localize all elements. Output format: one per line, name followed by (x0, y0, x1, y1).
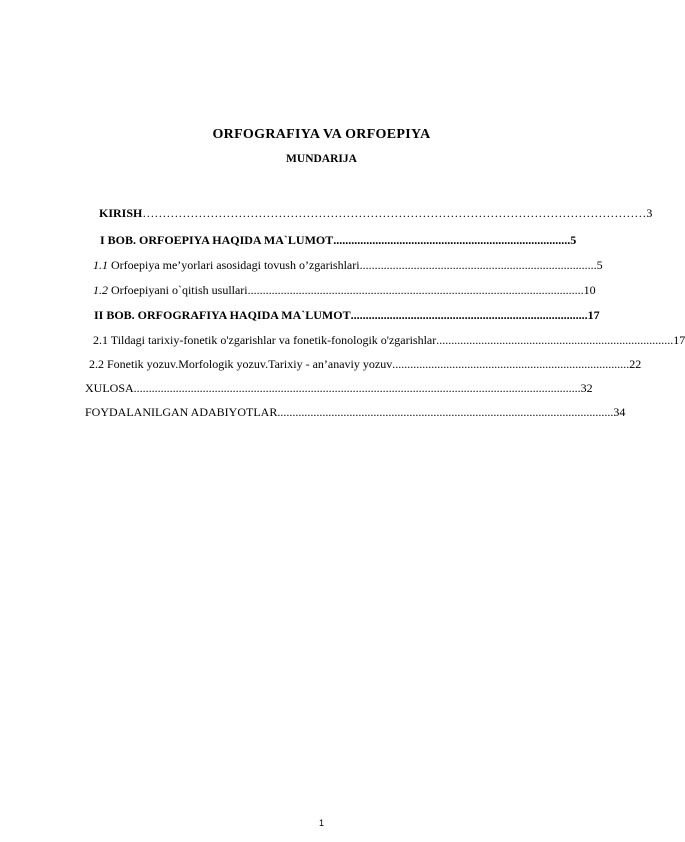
toc-entry-number: 1.1 (93, 258, 108, 272)
toc-entry-section-1-1 (93, 258, 603, 273)
page-number: 1 (318, 818, 324, 828)
toc-entry-page: 17 (587, 308, 600, 322)
toc-entry-page: 10 (583, 283, 596, 297)
toc-entry-leader: ............................................................................... (359, 258, 597, 272)
toc-entry-label: KIRISH (99, 206, 143, 220)
toc-entry-bibliography (85, 405, 626, 420)
toc-entry-page: 5 (596, 258, 603, 272)
toc-entry-section-1-2 (93, 283, 596, 298)
toc-entry-label: FOYDALANILGAN ADABIYOTLAR (85, 405, 278, 419)
toc-entry-label: 2.2 Fonetik yozuv.Morfologik yozuv.Tarixiy - an’anaviy yozuv (89, 357, 393, 371)
table-of-contents-heading: MUNDARIJA (286, 153, 357, 165)
toc-entry-chapter-2 (94, 308, 600, 323)
toc-entry-chapter-1 (100, 233, 577, 248)
toc-entry-page: 3 (646, 206, 653, 220)
toc-entry-label: Orfoepiya me’yorlari asosidagi tovush o’zgarishlari (108, 258, 360, 272)
toc-entry-leader: ……………………………………………………………………………………………………………… (142, 206, 647, 220)
toc-entry-page: 17 (673, 333, 685, 347)
toc-entry-leader: ............................................................................... (392, 357, 630, 371)
toc-entry-label: I BOB. ORFOEPIYA HAQIDA MA`LUMOT (100, 233, 334, 247)
toc-entry-label: XULOSA (85, 381, 134, 395)
toc-entry-leader: ..................................................................................................................................................... (133, 381, 581, 395)
toc-entry-conclusion (85, 381, 593, 396)
toc-entry-page: 34 (613, 405, 626, 419)
toc-entry-page: 32 (580, 381, 593, 395)
toc-entry-leader: ............................................................................... (333, 233, 571, 247)
toc-entry-number: 1.2 (93, 283, 108, 297)
toc-entry-section-2-2 (89, 357, 642, 372)
document-title: ORFOGRAFIYA VA ORFOEPIYA (212, 127, 431, 142)
toc-entry-label: 2.1 Tildagi tarixiy-fonetik o'zgarishlar va fonetik-fonologik o'zgarishlar (93, 333, 437, 347)
toc-entry-label: II BOB. ORFOGRAFIYA HAQIDA MA`LUMOT (94, 308, 351, 322)
toc-entry-section-2-1 (93, 333, 685, 348)
toc-entry-leader: ................................................................................................................ (247, 283, 584, 297)
toc-entry-page: 5 (570, 233, 577, 247)
toc-entry-page: 22 (629, 357, 642, 371)
toc-entry-leader: ................................................................................................................ (277, 405, 614, 419)
toc-entry-leader: ............................................................................... (350, 308, 588, 322)
toc-entry-label: Orfoepiyani o`qitish usullari (108, 283, 248, 297)
toc-entry-leader: ............................................................................... (436, 333, 674, 347)
toc-entry-kirish (99, 206, 653, 221)
